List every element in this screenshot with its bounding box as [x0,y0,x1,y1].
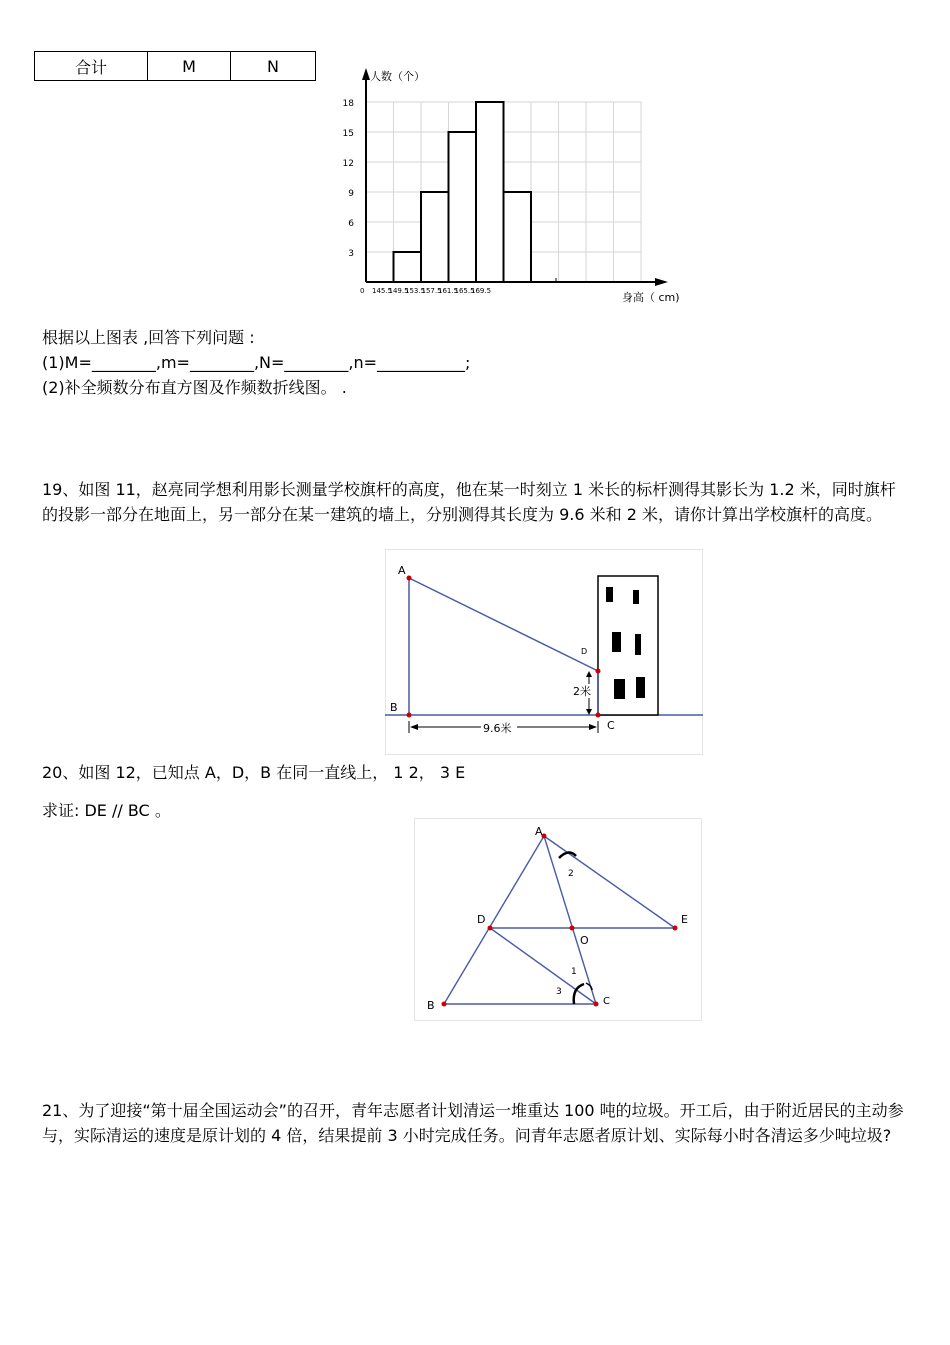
label-a: A [398,564,406,577]
q18-part1: (1)M=________,m=________,N=________,n=___________; [42,353,471,372]
point-b [442,1002,447,1007]
building-window [636,677,645,698]
x-tick-label: 161.5 [438,287,459,295]
x-axis-arrow [655,278,668,286]
angle-2-label: 2 [568,869,574,879]
y-tick-label: 15 [342,129,354,139]
x-tick-label: 149.5 [388,287,409,295]
histogram-bar [421,192,449,282]
wall-length-label: 2米 [573,685,591,698]
y-axis-arrow [362,68,370,80]
building-window [606,587,613,602]
q21-text: 21、为了迎接“第十届全国运动会”的召开，青年志愿者计划清运一堆重达 100 吨的垃圾。开工后，由于附近居民的主动参与，实际清运的速度是原计划的 4 倍，结果提前 3 小时完成任务。问青年志愿者原计划、实际每小时各清运多少吨垃圾? [42,1101,904,1145]
x-origin-label: 0 [360,287,365,295]
total-label-cell: 合计 [35,52,148,81]
y-tick-label: 12 [342,159,354,169]
figure-12 [414,818,702,1021]
building-window [635,634,641,655]
point-d [488,926,493,931]
histogram-bar [476,102,504,282]
point-a [407,576,412,581]
x-tick-labels [372,287,491,295]
point-e [673,926,678,931]
label-c: C [603,996,610,1007]
point-d [596,669,601,674]
x-tick-label: 153.5 [405,287,426,295]
y-axis-label: 人数（个） [370,70,425,83]
point-b [407,713,412,718]
label-b: B [427,999,435,1012]
y-tick-label: 18 [342,99,354,109]
point-o [570,926,575,931]
histogram-chart [330,60,710,310]
x-tick-label: 145.5 [372,287,393,295]
x-tick-label: 157.5 [421,287,442,295]
table-row [35,52,316,81]
x-tick-label: 165.5 [454,287,475,295]
label-d: D [477,913,486,926]
angle-1-label: 1 [571,967,577,977]
figure-11 [385,549,703,755]
y-tick-labels [343,99,355,259]
x-axis-label: 身高（ cm) [622,291,680,304]
histogram-bar [504,192,532,282]
total-n-cell: N [231,52,316,81]
building-window [612,632,621,652]
total-m-cell: M [148,52,231,81]
angle-3-label: 3 [556,987,562,997]
y-tick-label: 9 [348,189,354,199]
label-d: D [581,647,588,656]
q18-intro: 根据以上图表 ,回答下列问题 : [42,328,255,347]
total-table [34,51,316,81]
x-tick-label: 169.5 [471,287,492,295]
y-tick-label: 3 [348,249,354,259]
label-c: C [607,719,615,732]
y-tick-label: 6 [348,219,354,229]
label-a: A [535,825,543,838]
q19-text: 19、如图 11，赵亮同学想利用影长测量学校旗杆的高度，他在某一时刻立 1 米长的标杆测得其影长为 1.2 米，同时旗杆的投影一部分在地面上，另一部分在某一建筑的墙上，分别测得其长度为 9.6 米和 2 米，请你计算出学校旗杆的高度。 [42,480,896,524]
label-o: O [580,934,589,947]
ground-length-label: 9.6米 [483,722,512,735]
label-b: B [390,701,398,714]
q18-part2: (2)补全频数分布直方图及作频数折线图。 . [42,378,347,397]
histogram-bar [449,132,477,282]
building-window [614,679,625,699]
building-window [633,590,639,604]
point-c [596,713,601,718]
label-e: E [681,913,688,926]
point-c [594,1002,599,1007]
q20-line2: 求证: DE // BC 。 [42,801,171,820]
histogram-bar [394,252,422,282]
q20-line1: 20、如图 12，已知点 A，D，B 在同一直线上， 1 2， 3 E [42,763,466,782]
